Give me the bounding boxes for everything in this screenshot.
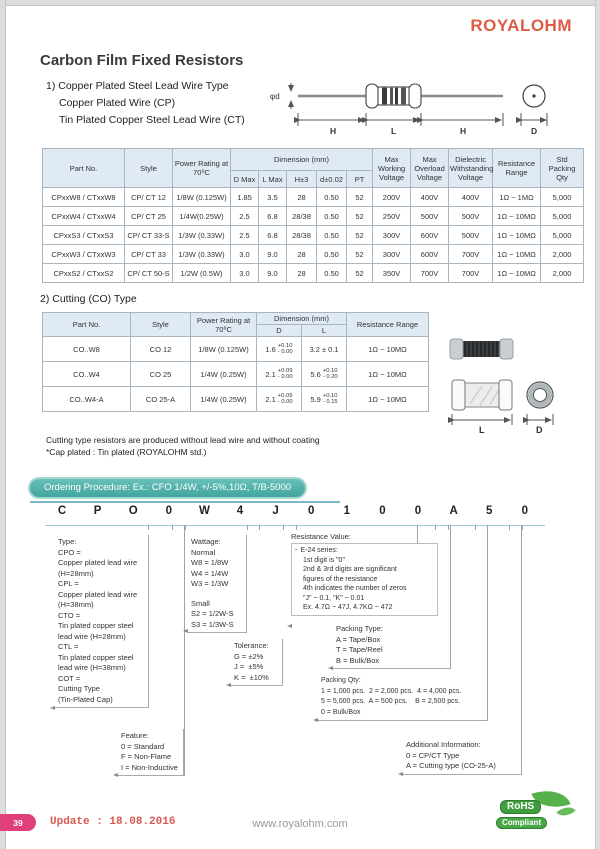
table-cell: 1/4W (0.25W) xyxy=(191,387,257,412)
table-cell: 1/2W (0.5W) xyxy=(173,264,231,283)
table-cell: 5.6 +0.10 - 0.20 xyxy=(302,362,347,387)
text-line: Tolerance: xyxy=(234,641,269,650)
additional-info-legend-box xyxy=(403,738,521,775)
table-cell: 0.50 xyxy=(317,207,347,226)
co-l-label: L xyxy=(479,425,485,435)
table-cell: CO 12 xyxy=(131,337,191,362)
table-cell: 700V xyxy=(411,264,449,283)
page-edge-top xyxy=(0,0,600,6)
note-line1: Cutting type resistors are produced without lead wire and without coating xyxy=(46,435,320,445)
text-line: J = ±5% xyxy=(234,662,264,671)
table-cell: 9.0 xyxy=(259,264,287,283)
table-cell: CPxxW8 / CTxxW8 xyxy=(43,188,125,207)
col-h: H±3 xyxy=(287,171,317,188)
text-line: CTL = xyxy=(58,642,79,651)
col-dimension: Dimension (mm) xyxy=(231,149,373,171)
table-cell: 52 xyxy=(347,245,373,264)
table-cell: 5.9 +0.10 - 0.15 xyxy=(302,387,347,412)
text-line: 4th indicates the number of zeros xyxy=(303,585,407,592)
text-line: Type: xyxy=(58,537,77,546)
table-cell: 6.8 xyxy=(259,207,287,226)
text-line: CPL = xyxy=(58,579,79,588)
table-cell: 500V xyxy=(449,226,493,245)
col-power: Power Rating at 70⁰C xyxy=(191,313,257,337)
table-cell: 700V xyxy=(449,264,493,283)
col-d: D xyxy=(257,325,302,337)
table-cell: CP/ CT 50-S xyxy=(125,264,173,283)
table-cell: 1/3W (0.33W) xyxy=(173,226,231,245)
update-date: Update : 18.08.2016 xyxy=(50,816,176,828)
text-line: (H=38mm) xyxy=(58,600,94,609)
bullet-icon: • xyxy=(295,547,298,554)
resistance-value-title: Resistance Value: xyxy=(291,532,351,541)
connector-line xyxy=(417,525,418,543)
table-row xyxy=(43,337,429,362)
text-line: Tin plated copper steel xyxy=(58,621,134,630)
order-code-char: 0 xyxy=(307,505,315,517)
table-cell: 1Ω ~ 10MΩ xyxy=(347,337,429,362)
text-line: A = Tape/Box xyxy=(336,634,381,644)
table-cell: CPxxW4 / CTxxW4 xyxy=(43,207,125,226)
col-max-working: Max Working Voltage xyxy=(373,149,411,188)
col-pt: PT xyxy=(347,171,373,188)
table-cell: CO..W8 xyxy=(43,337,131,362)
table-cell: CP/ CT 12 xyxy=(125,188,173,207)
section1-heading-line1: 1) Copper Plated Steel Lead Wire Type xyxy=(46,80,229,92)
text-line: 0 = CP/CT Type xyxy=(406,750,460,760)
table-cell: CPxxS3 / CTxxS3 xyxy=(43,226,125,245)
table-cell: 0.50 xyxy=(317,188,347,207)
table-cell: 2.1 +0.09 - 0.00 xyxy=(257,387,302,412)
table-cell: 1Ω ~ 10MΩ xyxy=(493,207,541,226)
lead-wire-type-table xyxy=(42,148,584,283)
section1-heading-line2: Copper Plated Wire (CP) xyxy=(59,97,176,109)
table-notes xyxy=(46,435,320,458)
table-cell: CP/ CT 33 xyxy=(125,245,173,264)
rohs-compliant-logo xyxy=(494,790,570,844)
table-cell: 52 xyxy=(347,188,373,207)
text-line xyxy=(191,590,243,599)
text-line: W8 = 1/8W xyxy=(191,558,229,567)
table-cell: 2.5 xyxy=(231,226,259,245)
table-cell: 300V xyxy=(373,226,411,245)
table-cell: 3.5 xyxy=(259,188,287,207)
col-dielectric: Dielectric Withstanding Voltage xyxy=(449,149,493,188)
table-cell: 500V xyxy=(411,207,449,226)
website-url: www.royalohm.com xyxy=(252,818,348,830)
text-line: CPO = xyxy=(58,547,81,557)
table-cell: 200V xyxy=(373,188,411,207)
l-label: L xyxy=(391,126,397,136)
page-number-badge: 39 xyxy=(0,814,36,831)
table-cell: CPxxS2 / CTxxS2 xyxy=(43,264,125,283)
table-cell: CO..W4-A xyxy=(43,387,131,412)
table-cell: CPxxW3 / CTxxW3 xyxy=(43,245,125,264)
order-code-char: P xyxy=(93,505,102,517)
col-l: L xyxy=(302,325,347,337)
text-line: B = Bulk/Box xyxy=(336,655,380,665)
text-line: CTO = xyxy=(58,610,81,620)
order-code-letters xyxy=(0,505,600,520)
text-line: 0 = Standard xyxy=(121,741,165,751)
order-code-char: 0 xyxy=(414,505,422,517)
col-resistance-range: Resistance Range xyxy=(493,149,541,188)
text-line: 5 = 5,000 pcs. A = 500 pcs. B = 2,500 pcs. xyxy=(321,698,461,705)
resistance-value-box xyxy=(291,543,438,616)
table-cell: 0.50 xyxy=(317,264,347,283)
table-cell: 3.0 xyxy=(231,264,259,283)
table-cell: 2.5 xyxy=(231,207,259,226)
text-line: Ex. 4.7Ω ~ 47J, 4.7KΩ ~ 472 xyxy=(303,604,393,611)
section1-heading xyxy=(46,78,245,129)
table-cell: 250V xyxy=(373,207,411,226)
feature-legend-box xyxy=(118,729,184,776)
table-row xyxy=(43,226,584,245)
text-line: Copper plated lead wire xyxy=(58,558,138,567)
col-power: Power Rating at 70⁰C xyxy=(173,149,231,188)
text-line: (Tin-Plated Cap) xyxy=(58,694,113,704)
table-cell: 52 xyxy=(347,264,373,283)
table-cell: 2,000 xyxy=(541,245,584,264)
rohs-label: RoHS xyxy=(500,800,541,814)
table-cell: CP/ CT 33-S xyxy=(125,226,173,245)
section1-heading-line3: Tin Plated Copper Steel Lead Wire (CT) xyxy=(59,114,245,126)
col-style: Style xyxy=(131,313,191,337)
col-d-tol: d±0.02 xyxy=(317,171,347,188)
table-cell: 1/8W (0.125W) xyxy=(191,337,257,362)
table-cell: 400V xyxy=(449,188,493,207)
text-line: (H=28mm) xyxy=(58,568,94,578)
table-cell: 600V xyxy=(411,245,449,264)
col-style: Style xyxy=(125,149,173,188)
d-label: D xyxy=(531,126,538,136)
text-line: lead wire (H=28mm) xyxy=(58,631,126,641)
text-line: Tin plated copper steel xyxy=(58,652,134,662)
text-line: Cutting Type xyxy=(58,684,100,693)
order-code-char: 1 xyxy=(343,505,350,517)
col-dimension: Dimension (mm) xyxy=(257,313,347,325)
order-code-char: O xyxy=(128,505,138,517)
rohs-compliant-label: Compliant xyxy=(496,817,547,829)
table-cell: 1Ω ~ 10MΩ xyxy=(347,362,429,387)
text-line: Additional Information: xyxy=(406,740,481,749)
table-cell: 1.85 xyxy=(231,188,259,207)
order-code-char: 5 xyxy=(485,505,493,517)
table-cell: 500V xyxy=(449,207,493,226)
table-cell: CP/ CT 25 xyxy=(125,207,173,226)
col-l-max: L Max xyxy=(259,171,287,188)
table-row xyxy=(43,245,584,264)
text-line: W4 = 1/4W xyxy=(191,568,229,578)
table-cell: CO 25 xyxy=(131,362,191,387)
table-cell: 28 xyxy=(287,245,317,264)
text-line: S2 = 1/2W-S xyxy=(191,609,234,618)
h-left-label: H xyxy=(330,126,337,136)
page-title: Carbon Film Fixed Resistors xyxy=(40,52,244,69)
table-cell: 1Ω ~ 10MΩ xyxy=(493,264,541,283)
order-code-char: W xyxy=(198,505,210,517)
text-line: I = Non-Inductive xyxy=(121,762,178,772)
resistor-dimension-diagram xyxy=(266,74,596,142)
divider-line xyxy=(30,501,340,503)
table-cell: 400V xyxy=(411,188,449,207)
text-line: G = ±2% xyxy=(234,651,264,661)
table-row xyxy=(43,362,429,387)
text-line: Packing Type: xyxy=(336,624,383,633)
text-line: Wattage: xyxy=(191,537,221,546)
table-cell: 2.1 +0.09 - 0.00 xyxy=(257,362,302,387)
table-cell: 2,000 xyxy=(541,264,584,283)
packing-qty-legend-box xyxy=(318,674,487,721)
table-cell: 28 xyxy=(287,264,317,283)
connector-line xyxy=(450,525,451,669)
table-cell: 1.6 +0.10 - 0.00 xyxy=(257,337,302,362)
order-code-char: J xyxy=(272,505,279,517)
table-cell: 700V xyxy=(449,245,493,264)
table-cell: 1/3W (0.33W) xyxy=(173,245,231,264)
table-cell: 600V xyxy=(411,226,449,245)
table-cell: 28/38 xyxy=(287,226,317,245)
order-code-char: C xyxy=(57,505,67,517)
table-cell: 1Ω ~ 10MΩ xyxy=(493,245,541,264)
table-cell: 0.50 xyxy=(317,226,347,245)
resistance-bullet-line: E-24 series: xyxy=(300,547,338,554)
text-line: A = Cutting type (CO-25-A) xyxy=(406,761,496,770)
col-max-overload: Max Overload Voltage xyxy=(411,149,449,188)
col-resistance-range: Resistance Range xyxy=(347,313,429,337)
col-d-max: D Max xyxy=(231,171,259,188)
text-line: F = Non-Flame xyxy=(121,752,172,761)
table-cell: 1/4W(0.25W) xyxy=(173,207,231,226)
cutting-resistor-diagram xyxy=(432,312,562,438)
connector-line xyxy=(487,525,488,721)
order-code-char: A xyxy=(449,505,458,517)
table-cell: CO..W4 xyxy=(43,362,131,387)
table-cell: 1/4W (0.25W) xyxy=(191,362,257,387)
tolerance-legend-box xyxy=(231,639,283,686)
text-line: 2nd & 3rd digits are significant xyxy=(303,566,397,573)
table-cell: 3.0 xyxy=(231,245,259,264)
table-cell: 3.2 ± 0.1 xyxy=(302,337,347,362)
text-line: 1 = 1,000 pcs. 2 = 2,000 pcs. 4 = 4,000 pcs. xyxy=(321,687,462,695)
text-line: W3 = 1/3W xyxy=(191,579,229,588)
resistance-value-lines xyxy=(295,556,434,613)
packing-type-legend-box xyxy=(333,622,450,669)
table-row xyxy=(43,387,429,412)
table-cell: 5,000 xyxy=(541,207,584,226)
connector-line xyxy=(521,525,522,775)
wattage-legend-box xyxy=(188,535,247,633)
phid-label: φd xyxy=(270,92,280,101)
table-cell: 5,000 xyxy=(541,188,584,207)
text-line: "J" ~ 0.1, "K" ~ 0.01 xyxy=(303,594,365,602)
table-cell: 9.0 xyxy=(259,245,287,264)
table-cell: 5,000 xyxy=(541,226,584,245)
text-line: Small xyxy=(191,598,210,608)
col-part-no: Part No. xyxy=(43,149,125,188)
text-line: T = Tape/Reel xyxy=(336,645,383,654)
code-underline xyxy=(45,525,545,526)
text-line: S3 = 1/3W-S xyxy=(191,619,234,629)
ordering-code-section xyxy=(0,498,600,798)
order-code-char: 0 xyxy=(165,505,172,517)
section2-heading: 2) Cutting (CO) Type xyxy=(40,293,137,305)
ordering-procedure-banner: Ordering Procedure: Ex.: CFO 1/4W, +/-5%,10Ω, T/B-5000 xyxy=(28,477,307,499)
table-cell: 28/38 xyxy=(287,207,317,226)
order-code-char: 0 xyxy=(379,505,386,517)
type-legend-box xyxy=(55,535,149,708)
table-cell: 52 xyxy=(347,207,373,226)
cutting-type-table xyxy=(42,312,429,412)
text-line: Packing Qty: xyxy=(321,677,361,684)
table-cell: 0.50 xyxy=(317,245,347,264)
table-cell: 1/8W (0.125W) xyxy=(173,188,231,207)
text-line: K = ±10% xyxy=(234,672,269,682)
table-row xyxy=(43,207,584,226)
table-row xyxy=(43,264,584,283)
text-line: Normal xyxy=(191,547,216,557)
table-cell: 52 xyxy=(347,226,373,245)
order-code-char: 0 xyxy=(521,505,528,517)
col-part-no: Part No. xyxy=(43,313,131,337)
text-line: 0 = Bulk/Box xyxy=(321,708,361,716)
text-line: Feature: xyxy=(121,731,149,740)
table-cell: CO 25-A xyxy=(131,387,191,412)
text-line: 1st digit is "0" xyxy=(303,556,345,564)
table-row xyxy=(43,188,584,207)
table-cell: 1Ω ~ 1MΩ xyxy=(493,188,541,207)
text-line: lead wire (H=38mm) xyxy=(58,663,126,672)
table-cell: 300V xyxy=(373,245,411,264)
note-line2: *Cap plated : Tin plated (ROYALOHM std.) xyxy=(46,446,207,457)
table-cell: 1Ω ~ 10MΩ xyxy=(493,226,541,245)
table-cell: 6.8 xyxy=(259,226,287,245)
table-cell: 28 xyxy=(287,188,317,207)
text-line: COT = xyxy=(58,673,81,683)
col-packing-qty: Std Packing Qty xyxy=(541,149,584,188)
brand-logo: ROYALOHM xyxy=(470,16,572,35)
connector-line xyxy=(184,525,185,776)
text-line: figures of the resistance xyxy=(303,575,378,583)
order-code-char: 4 xyxy=(236,505,244,517)
text-line: Copper plated lead wire xyxy=(58,589,138,599)
table-cell: 1Ω ~ 10MΩ xyxy=(347,387,429,412)
h-right-label: H xyxy=(460,126,467,136)
co-d-label: D xyxy=(536,425,543,435)
table-cell: 350V xyxy=(373,264,411,283)
